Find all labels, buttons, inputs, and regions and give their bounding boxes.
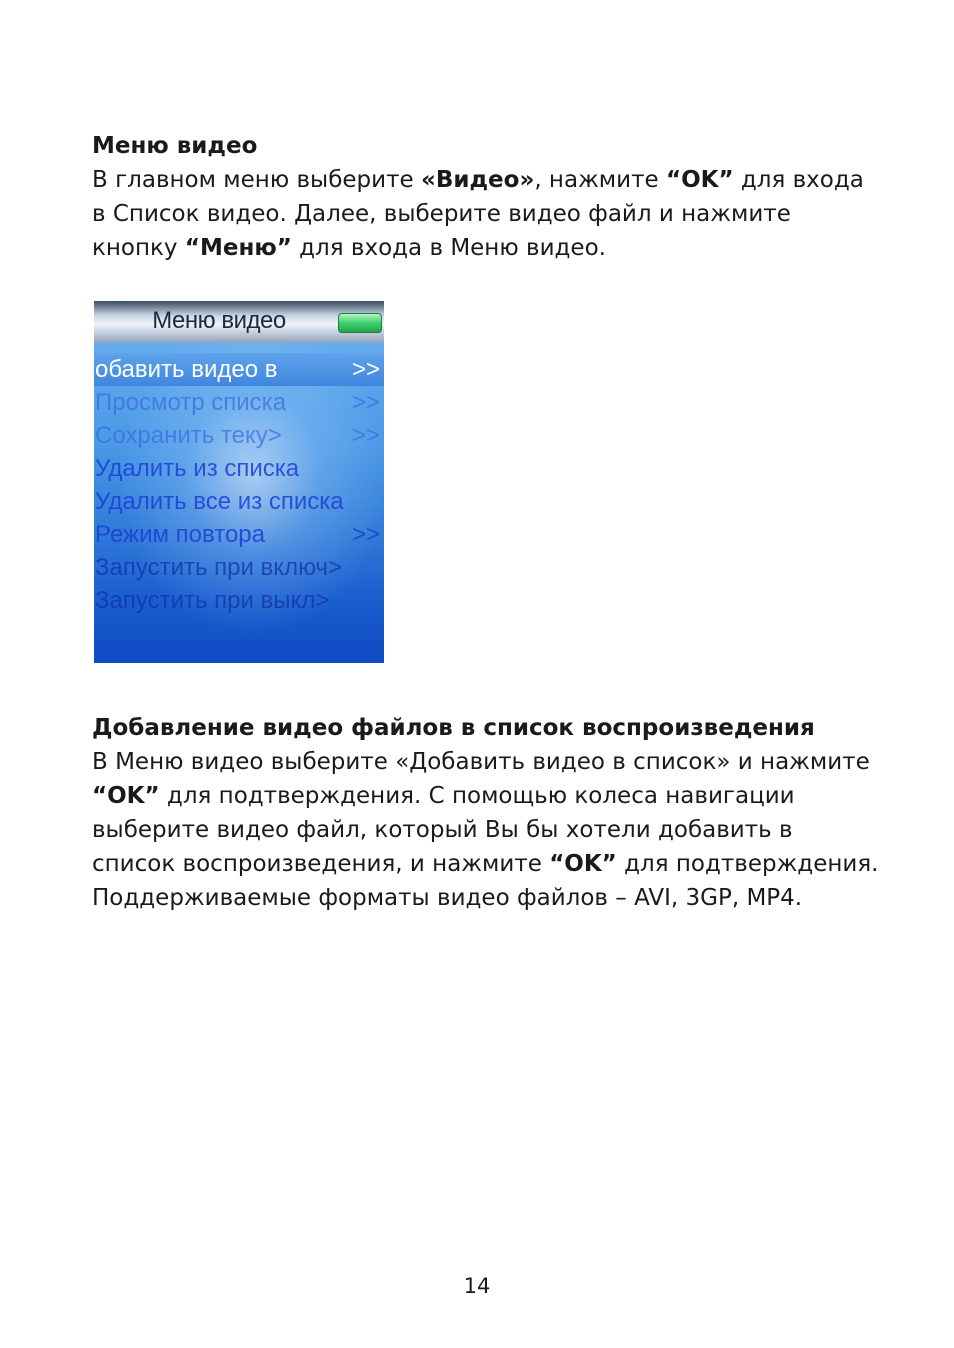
menu-item-add-video[interactable]	[94, 353, 384, 386]
device-screen-screenshot	[94, 301, 384, 663]
bold-run: “OK”	[92, 783, 160, 809]
menu-item-label: Удалить из списка	[95, 455, 300, 482]
section-add-video-files	[92, 711, 882, 915]
bold-run: «Видео»	[420, 167, 535, 193]
menu-item-label: Режим повтора	[95, 521, 265, 548]
menu-item-delete-all[interactable]	[94, 485, 384, 518]
screen-header	[94, 301, 384, 343]
section-heading: Меню видео	[92, 133, 258, 159]
text-run: для подтверждения. С помощью колеса навигации выберите видео файл, который Вы бы хотели добавить в список воспроизведения, и нажмите	[92, 783, 795, 877]
menu-item-view-list[interactable]	[94, 386, 384, 419]
menu-item-start-on-power-off[interactable]	[94, 584, 384, 617]
bold-run: “OK”	[665, 167, 734, 193]
text-run: В главном меню выберите	[92, 167, 421, 193]
battery-icon	[338, 313, 382, 333]
page-number: 14	[463, 1274, 491, 1298]
menu-item-delete-from-list[interactable]	[94, 452, 384, 485]
menu-item-label: Запустить при включ>	[95, 554, 343, 581]
text-run: , нажмите	[534, 167, 666, 193]
text-run: для подтверждения. Поддерживаемые форматы видео файлов – AVI, 3GP, MP4.	[92, 851, 879, 911]
submenu-arrow-icon: >>	[351, 422, 380, 449]
text-run: В Меню видео выберите «Добавить видео в список» и нажмите	[92, 749, 870, 775]
bold-run: “OK”	[549, 851, 617, 877]
submenu-arrow-icon: >>	[351, 389, 380, 416]
screen-title: Меню видео	[152, 307, 286, 334]
submenu-arrow-icon: >>	[351, 356, 380, 383]
text-run: для входа в Список видео. Далее, выберите видео файл и нажмите кнопку	[92, 167, 864, 261]
menu-item-label: Запустить при выкл>	[95, 587, 330, 614]
menu-item-label: Сохранить теку>	[95, 422, 282, 449]
menu-list	[94, 353, 384, 617]
section-paragraph	[92, 163, 882, 265]
menu-item-repeat-mode[interactable]	[94, 518, 384, 551]
section-video-menu	[92, 129, 882, 265]
bold-run: “Меню”	[184, 235, 292, 261]
menu-item-save-current[interactable]	[94, 419, 384, 452]
menu-item-label: обавить видео в	[95, 356, 278, 383]
submenu-arrow-icon: >>	[351, 521, 380, 548]
menu-item-label: Удалить все из списка	[95, 488, 344, 515]
section-paragraph	[92, 745, 882, 915]
text-run: для входа в Меню видео.	[291, 235, 606, 261]
menu-item-label: Просмотр списка	[95, 389, 287, 416]
section-heading: Добавление видео файлов в список воспроизведения	[92, 715, 815, 741]
menu-item-start-on-power-on[interactable]	[94, 551, 384, 584]
